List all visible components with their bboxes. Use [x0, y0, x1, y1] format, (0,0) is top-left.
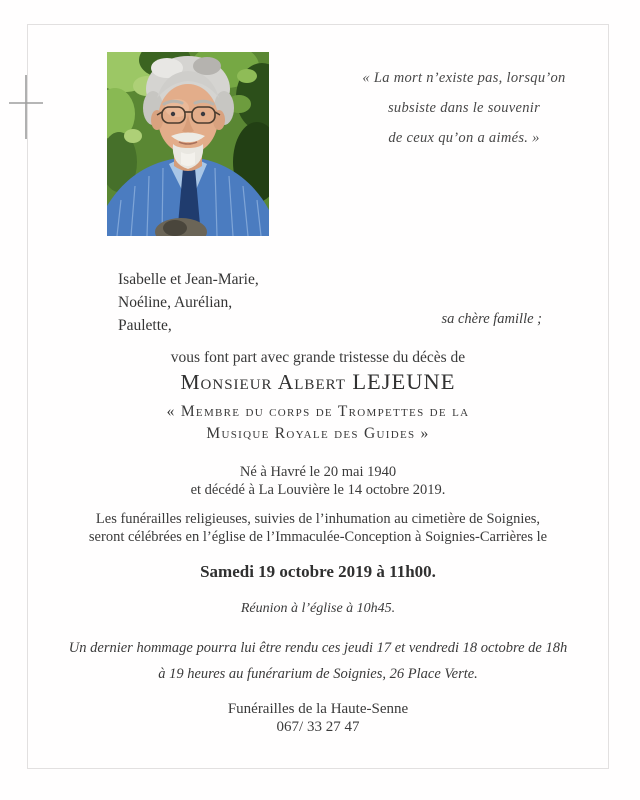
funeral-line-1: Les funérailles religieuses, suivies de l’inhumation au cimetière de Soignies, — [95, 511, 541, 527]
funeral-line-2: seront célébrées en l’église de l’Immaculée-Conception à Soignies-Carrières le — [88, 529, 548, 545]
death-line: et décédé à La Louvière le 14 octobre 2019. — [190, 482, 446, 498]
quote-line-2: subsiste dans le souvenir — [387, 100, 541, 116]
family-relation: sa chère famille ; — [441, 311, 542, 327]
funeral-home-name: Funérailles de la Haute-Senne — [227, 701, 409, 717]
deceased-title-firstname: Monsieur Albert — [180, 370, 346, 394]
cross-icon — [7, 73, 45, 141]
quote-line-3: de ceux qu’on a aimés. » — [388, 130, 540, 146]
family-line-1: Isabelle et Jean-Marie, — [118, 271, 259, 288]
church-meeting-line: Réunion à l’église à 10h45. — [240, 601, 396, 616]
birth-line: Né à Havré le 20 mai 1940 — [239, 464, 397, 480]
ceremony-date: Samedi 19 octobre 2019 à 11h00. — [200, 562, 436, 581]
deceased-surname: LEJEUNE — [352, 369, 456, 394]
membership-line-2: Musique Royale des Guides » — [206, 425, 430, 442]
family-line-3: Paulette, — [118, 317, 172, 334]
funeral-home-phone: 067/ 33 27 47 — [276, 719, 360, 735]
memorial-quote — [330, 63, 598, 153]
family-names — [118, 268, 259, 337]
quote-line-1: « La mort n’existe pas, lorsqu’on — [362, 70, 566, 86]
announcement-line: vous font part avec grande tristesse du décès de — [170, 349, 466, 366]
tribute-line-1: Un dernier hommage pourra lui être rendu ces jeudi 17 et vendredi 18 octobre de 18h — [68, 640, 568, 656]
membership-line-1: « Membre du corps de Trompettes de la — [166, 403, 470, 420]
portrait-photo-image — [107, 52, 269, 236]
portrait-photo — [107, 52, 269, 236]
family-line-2: Noéline, Aurélian, — [118, 294, 233, 311]
deceased-name — [27, 369, 609, 395]
tribute-line-2: à 19 heures au funérarium de Soignies, 26 Place Verte. — [158, 666, 478, 682]
